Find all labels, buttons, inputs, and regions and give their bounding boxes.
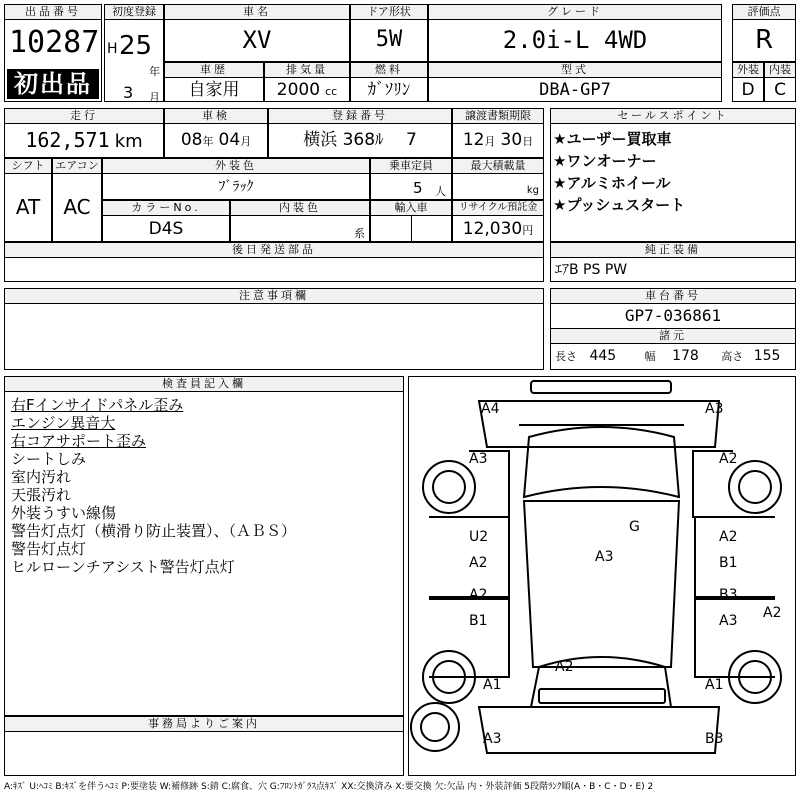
- seats-unit: 人: [435, 185, 446, 198]
- plate-value: 横浜 368ﾙ 7: [303, 130, 417, 150]
- int-color-unit: 系: [354, 227, 365, 240]
- int-color-label: 内装色: [231, 201, 369, 216]
- displacement: 2000: [276, 80, 321, 100]
- transfer-day-unit: 日: [522, 135, 534, 148]
- front-bumper-shape: [531, 381, 671, 393]
- ext-grade-cell: [732, 62, 764, 102]
- insp-month-unit: 月: [240, 135, 252, 148]
- inspector-note: エンジン異音大: [11, 414, 116, 432]
- front-left-wheel-inner: [433, 471, 465, 503]
- door-label: ドア形状: [351, 5, 427, 20]
- insp-year: 08: [180, 130, 203, 150]
- caution-label: 注意事項欄: [5, 289, 543, 304]
- sales-points-list: [551, 124, 795, 220]
- equipment-value: ｴｱB PS PW: [555, 262, 628, 278]
- color-no-cell: [102, 200, 230, 242]
- inspector-notes: [5, 392, 403, 580]
- spec-label: 諸元: [551, 329, 795, 344]
- caution-box: [4, 288, 544, 370]
- mark-rear-hatch: A2: [555, 659, 574, 675]
- width-label: 幅: [644, 350, 656, 363]
- lot-number: 10287: [9, 25, 100, 60]
- car-name: XV: [242, 26, 272, 54]
- disp-unit: cc: [325, 85, 338, 98]
- ext-label: 外装: [733, 63, 763, 78]
- recycle-unit: 円: [522, 224, 534, 237]
- front-right-wheel-inner: [739, 471, 771, 503]
- mark-rear-door-right-2: A3: [719, 613, 738, 629]
- sales-point-item: ★アルミホイール: [553, 174, 671, 192]
- mark-body-center: A3: [595, 549, 614, 565]
- month-unit: 月: [149, 91, 160, 104]
- height-label: 高さ: [721, 350, 744, 363]
- inspector-note: 室内汚れ: [11, 468, 72, 486]
- spare-wheel: [411, 703, 459, 751]
- car-diagram-svg: [409, 377, 795, 775]
- mark-front-left: A4: [481, 401, 500, 417]
- seats-label: 乗車定員: [371, 159, 451, 174]
- disp-wrap: [265, 78, 349, 104]
- mark-rear-bumper-right: B3: [705, 731, 724, 747]
- shift-label: シフト: [5, 159, 51, 174]
- int-color-cell: [230, 200, 370, 242]
- inspection-label: 車検: [165, 109, 267, 124]
- sales-point-item: ★ワンオーナー: [553, 152, 657, 170]
- sales-point-item: ★プッシュスタート: [553, 196, 686, 214]
- length-value: 445: [589, 348, 617, 364]
- rear-glass: [531, 657, 671, 707]
- inspector-box: [4, 376, 404, 716]
- shift-value: AT: [15, 195, 41, 219]
- left-rear-door: [429, 599, 509, 677]
- mark-roof: G: [629, 519, 640, 535]
- first-listing-badge: 初出品: [7, 69, 99, 99]
- legend: A:ｷｽﾞ U:ﾍｺﾐ B:ｷｽﾞを伴うﾍｺﾐ P:要塗装 W:補修跡 S:錆 C:腐食、穴 G:ﾌﾛﾝﾄｶﾞﾗｽ点ｷｽﾞ XX:交換済み X:要交換 欠:欠品 内・外装評価 5段階ﾗﾝｸ順(A・B・C・D・E) 2: [4, 782, 654, 792]
- mark-rear-quarter-right: A1: [705, 677, 724, 693]
- front-left-wheel: [423, 461, 475, 513]
- inspector-note: 警告灯点灯（横滑り防止装置）、（ＡＢＳ）: [11, 522, 297, 540]
- recycle-label: リサイクル預託金: [453, 201, 543, 216]
- color-no-label: カラーNo.: [103, 201, 229, 216]
- door-value: 5W: [375, 27, 403, 52]
- load-label: 最大積載量: [453, 159, 543, 174]
- height-value: 155: [753, 348, 781, 364]
- color-cell: [102, 158, 370, 200]
- chassis-number: GP7-036861: [551, 304, 795, 329]
- eval-value: R: [754, 25, 774, 55]
- inspector-note: 右Fインサイドパネル歪み: [11, 396, 184, 414]
- mark-front-right: A3: [705, 401, 724, 417]
- year-unit: 年: [149, 65, 160, 78]
- office-label: 事務局よりご案内: [5, 717, 403, 732]
- mileage-unit: km: [114, 131, 143, 152]
- car-name-cell: [164, 4, 350, 62]
- mark-front-door-left-1: U2: [469, 529, 489, 545]
- later-parts-label: 後日発送部品: [5, 243, 543, 258]
- plate-cell: [268, 108, 452, 158]
- import-label: 輸入車: [371, 201, 451, 216]
- plate-label: 登録番号: [269, 109, 451, 124]
- eval-cell: [732, 4, 796, 62]
- transfer-month-unit: 月: [484, 135, 496, 148]
- aircon-cell: [52, 158, 102, 242]
- aircon-label: エアコン: [53, 159, 101, 174]
- shift-cell: [4, 158, 52, 242]
- sales-points-box: [550, 108, 796, 242]
- grade-value: 2.0i-L 4WD: [502, 26, 648, 54]
- mileage-label: 走行: [5, 109, 163, 124]
- ext-grade: D: [741, 80, 755, 100]
- mileage-wrap: [5, 124, 163, 158]
- seats-value: 5: [413, 179, 423, 197]
- lot-box: [4, 4, 102, 102]
- rear-bumper: [479, 707, 719, 753]
- mark-front-door-right-1: A2: [719, 529, 738, 545]
- model-cell: [428, 62, 722, 102]
- inspector-label: 検査員記入欄: [5, 377, 403, 392]
- model-label: 型式: [429, 63, 721, 78]
- spare-wheel-inner: [421, 713, 449, 741]
- transfer-day: 30: [500, 130, 523, 150]
- equipment-box: [550, 242, 796, 282]
- reg-year: 25: [119, 31, 153, 61]
- office-box: [4, 716, 404, 776]
- roof: [524, 501, 679, 667]
- mark-rear-door-right-1: B3: [719, 587, 738, 603]
- insp-year-unit: 年: [202, 135, 214, 148]
- sales-point-item: ★ユーザー買取車: [553, 130, 672, 148]
- transfer-label: 譲渡書類期限: [453, 109, 543, 124]
- history-value: 自家用: [188, 80, 240, 100]
- history-label: 車歴: [165, 63, 263, 78]
- reg-month: 3: [123, 83, 134, 102]
- inspector-note: ヒルローンチアシスト警告灯点灯: [11, 558, 235, 576]
- recycle-value: 12,030: [462, 219, 523, 239]
- windshield: [524, 427, 679, 497]
- length-label: 長さ: [555, 350, 577, 363]
- equipment-label: 純正装備: [551, 243, 795, 258]
- load-unit: kg: [526, 185, 539, 196]
- fuel-value: ｶﾞｿﾘﾝ: [367, 80, 411, 100]
- import-cell: [370, 200, 452, 242]
- inspection-cell: [164, 108, 268, 158]
- color-value: ﾌﾞﾗｯｸ: [218, 179, 254, 195]
- inspector-note: 天張汚れ: [11, 486, 72, 504]
- inspection-wrap: [165, 124, 267, 158]
- car-name-label: 車名: [165, 5, 349, 20]
- inspector-note: 警告灯点灯: [11, 540, 87, 558]
- mark-rear-bumper-left: A3: [483, 731, 502, 747]
- mark-right-side: A2: [763, 605, 782, 621]
- front-right-wheel: [729, 461, 781, 513]
- int-grade: C: [774, 80, 786, 100]
- door-cell: [350, 4, 428, 62]
- load-cell: [452, 158, 544, 200]
- grade-cell: [428, 4, 722, 62]
- transfer-cell: [452, 108, 544, 158]
- mark-rear-door-left-1: A2: [469, 587, 488, 603]
- history-cell: [164, 62, 264, 102]
- color-label: 外装色: [103, 159, 369, 174]
- spec-row: [551, 344, 795, 369]
- fuel-label: 燃料: [351, 63, 427, 78]
- color-no-value: D4S: [148, 219, 184, 239]
- mark-front-door-right-2: B1: [719, 555, 738, 571]
- recycle-wrap: [453, 216, 543, 244]
- transfer-month: 12: [462, 130, 485, 150]
- later-parts-cell: [4, 242, 544, 282]
- disp-label: 排気量: [265, 63, 349, 78]
- mark-front-door-left-2: A2: [469, 555, 488, 571]
- model-value: DBA-GP7: [539, 80, 611, 100]
- mileage-cell: [4, 108, 164, 158]
- chassis-box: [550, 288, 796, 370]
- aircon-value: AC: [63, 195, 91, 219]
- recycle-cell: [452, 200, 544, 242]
- insp-month: 04: [218, 130, 241, 150]
- era: H: [107, 41, 118, 57]
- chassis-label: 車台番号: [551, 289, 795, 304]
- int-label: 内装: [765, 63, 795, 78]
- mark-rear-door-left-2: B1: [469, 613, 488, 629]
- int-grade-cell: [764, 62, 796, 102]
- transfer-wrap: [453, 124, 543, 158]
- first-registration: [104, 4, 164, 102]
- lot-label: 出品番号: [5, 5, 101, 20]
- mark-rear-quarter-left: A1: [483, 677, 502, 693]
- grade-label: グレード: [429, 5, 721, 20]
- seats-cell: [370, 158, 452, 200]
- inspector-note: 右コアサポート歪み: [11, 432, 147, 450]
- damage-diagram: [408, 376, 796, 776]
- rear-hatch-handle: [539, 689, 665, 703]
- width-value: 178: [672, 348, 699, 364]
- mileage-value: 162,571: [25, 128, 110, 152]
- reg-label: 初度登録: [105, 5, 163, 20]
- inspector-note: シートしみ: [11, 450, 87, 468]
- eval-label: 評価点: [733, 5, 795, 20]
- import-divider: [411, 216, 412, 241]
- disp-cell: [264, 62, 350, 102]
- mark-fender-left: A3: [469, 451, 488, 467]
- fuel-cell: [350, 62, 428, 102]
- sales-points-label: セールスポイント: [551, 109, 795, 124]
- mark-fender-right: A2: [719, 451, 738, 467]
- inspector-note: 外装うすい線傷: [11, 504, 117, 522]
